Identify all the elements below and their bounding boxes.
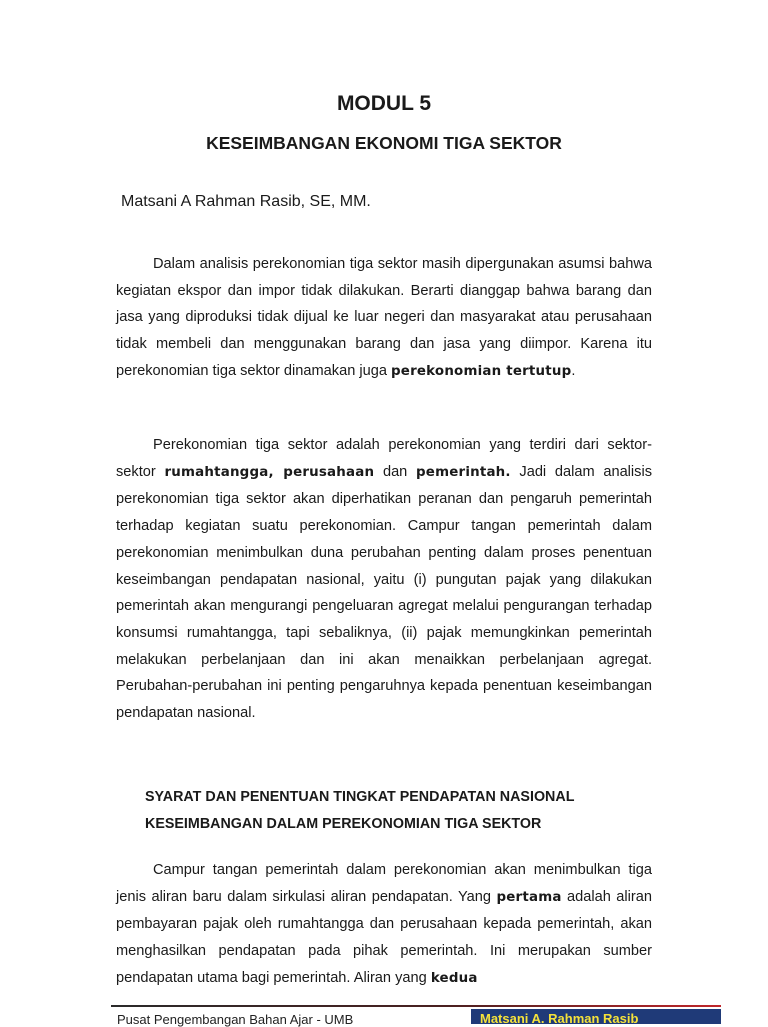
paragraph-2: [116, 432, 652, 727]
paragraph-2-text-b: dan: [374, 463, 417, 480]
term-sectors: rumahtangga, perusahaan: [164, 464, 375, 480]
footer-institution: Pusat Pengembangan Bahan Ajar - UMB: [117, 1012, 354, 1027]
author-name: Matsani A Rahman Rasib, SE, MM.: [121, 193, 371, 210]
paragraph-2-text-c: Jadi dalam analisis perekonomian tiga sektor akan diperhatikan peranan dan pengaruh pemerintah terhadap kegiatan suatu perekonomian. Campur tangan pemerintah dalam perekonomian menimbulkan duna perubahan penting dalam proses penentuan keseimbangan pendapatan nasional, yaitu (i) pungutan pajak yang dilakukan pemerintah akan mengurangi pengeluaran agregat melalui pengurangan terhadap konsumsi rumahtangga, tapi sebaliknya, (ii) pajak memungkinkan pemerintah melakukan perbelanjaan dan ini akan menaikkan perbelanjaan agregat. Perubahan-perubahan ini penting pengaruhnya kepada penentuan keseimbangan pendapatan nasional.: [116, 463, 653, 722]
section-heading-line-2: KESEIMBANGAN DALAM PEREKONOMIAN TIGA SEKTOR: [145, 816, 542, 832]
term-kedua: kedua: [430, 970, 478, 986]
section-heading-line-1: SYARAT DAN PENENTUAN TINGKAT PENDAPATAN NASIONAL: [145, 789, 575, 805]
footer-author-banner: Matsani A. Rahman Rasib: [471, 1009, 721, 1024]
paragraph-3-text-a: Campur tangan pemerintah dalam perekonomian akan menimbulkan tiga jenis aliran baru dalam sirkulasi aliran pendapatan. Yang: [116, 862, 652, 905]
paragraph-1: [116, 251, 652, 386]
paragraph-3-text-b: adalah aliran pembayaran pajak oleh rumahtangga dan perusahaan kepada pemerintah, akan menghasilkan pendapatan pada pihak pemerintah. Ini merupakan sumber pendapatan utama bagi pemerintah. Aliran yang: [116, 888, 652, 986]
module-subtitle: KESEIMBANGAN EKONOMI TIGA SEKTOR: [206, 133, 562, 153]
term-pertama: pertama: [496, 889, 562, 905]
paragraph-3: [116, 857, 652, 993]
module-title: MODUL 5: [336, 92, 432, 115]
paragraph-1-text: Dalam analisis perekonomian tiga sektor masih dipergunakan asumsi bahwa kegiatan ekspor dan impor tidak dilakukan. Berarti dianggap bahwa barang dan jasa yang diproduksi tidak dijual ke luar negeri dan masyarakat atau perusahaan tidak membeli dan menggunakan barang dan jasa yang diimpor. Karena itu perekonomian tiga sektor dinamakan juga: [116, 256, 652, 379]
paragraph-1-end: .: [571, 362, 576, 379]
term-perekonomian-tertutup: perekonomian tertutup: [391, 363, 572, 379]
term-pemerintah: pemerintah.: [416, 464, 511, 480]
section-heading: [145, 784, 665, 838]
paragraph-2-text-a: Perekonomian tiga sektor adalah perekonomian yang terdiri dari sektor-sektor: [116, 437, 652, 480]
footer-rule: [111, 1005, 721, 1007]
